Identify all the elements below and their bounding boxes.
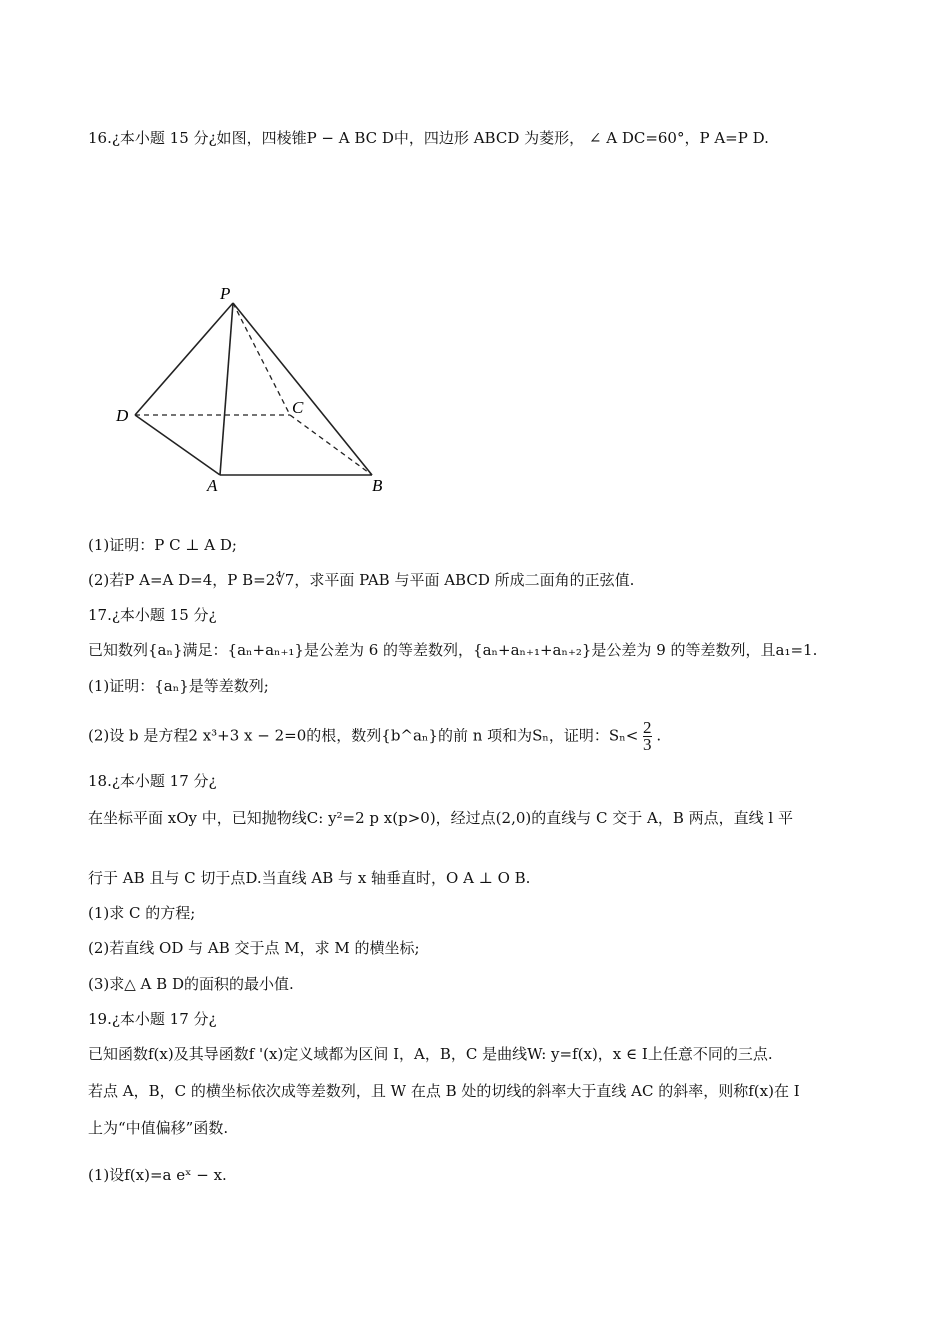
q16-part1: (1)证明：P C ⊥ A D;: [88, 536, 237, 554]
label-C: C: [292, 398, 304, 417]
label-P: P: [220, 284, 231, 303]
q19-stem3: 上为“中值偏移”函数.: [88, 1119, 229, 1137]
edge-PA: [220, 303, 233, 475]
q17-part2-end: .: [656, 726, 662, 745]
q19-stem2: 若点 A，B，C 的横坐标依次成等差数列，且 W 在点 B 处的切线的斜率大于直线 AC 的斜率，则称f(x)在 I: [88, 1082, 800, 1100]
q18-part2: (2)若直线 OD 与 AB 交于点 M，求 M 的横坐标;: [88, 939, 420, 957]
edge-DA: [135, 415, 220, 475]
q19-header: 19.¿本小题 17 分¿: [88, 1010, 217, 1028]
label-B: B: [372, 476, 383, 495]
q18-header: 18.¿本小题 17 分¿: [88, 772, 217, 790]
q18-part3: (3)求△ A B D的面积的最小值.: [88, 975, 294, 993]
q16-part2: (2)若P A=A D=4，P B=2∜7，求平面 PAB 与平面 ABCD 所成二面角的正弦值.: [88, 571, 635, 589]
fraction-two-thirds: [643, 720, 652, 753]
q17-part1: (1)证明：{aₙ}是等差数列;: [88, 677, 269, 695]
label-D: D: [116, 406, 129, 425]
q17-stem: 已知数列{aₙ}满足：{aₙ+aₙ₊₁}是公差为 6 的等差数列，{aₙ+aₙ₊₁+aₙ₊₂}是公差为 9 的等差数列，且a₁=1.: [88, 641, 818, 659]
q17-part2: [88, 720, 661, 753]
edge-PD: [135, 303, 233, 415]
q19-part1: (1)设f(x)=a eˣ − x.: [88, 1166, 227, 1184]
q17-header: 17.¿本小题 15 分¿: [88, 606, 217, 624]
q16-header: 16.¿本小题 15 分¿如图，四棱锥P − A BC D中，四边形 ABCD 为菱形， ∠ A DC=60°，P A=P D.: [88, 129, 769, 147]
edge-PC: [233, 303, 290, 415]
q18-stem2: 行于 AB 且与 C 切于点D.当直线 AB 与 x 轴垂直时，O A ⊥ O B.: [88, 869, 531, 887]
edge-PB: [233, 303, 372, 475]
q17-part2-text: (2)设 b 是方程2 x³+3 x − 2=0的根，数列{b^aₙ}的前 n 项和为Sₙ，证明：Sₙ<: [88, 726, 639, 745]
q19-stem1: 已知函数f(x)及其导函数f '(x)定义域都为区间 I，A，B，C 是曲线W: y=f(x)，x ∈ I上任意不同的三点.: [88, 1045, 773, 1063]
pyramid-figure: [100, 275, 400, 500]
q18-part1: (1)求 C 的方程;: [88, 904, 196, 922]
frac-numerator: 2: [643, 718, 652, 737]
q18-stem1: 在坐标平面 xOy 中，已知抛物线C: y²=2 p x(p>0)，经过点(2,0)的直线与 C 交于 A，B 两点，直线 l 平: [88, 809, 793, 827]
label-A: A: [207, 476, 218, 495]
frac-denominator: 3: [643, 735, 652, 754]
